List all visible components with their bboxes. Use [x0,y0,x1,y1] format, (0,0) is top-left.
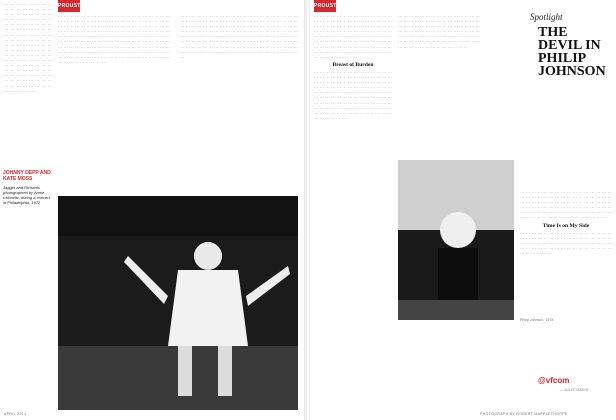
vf-handle: @vfcom [538,376,570,385]
pull-quote-caption: Jagger and Richards photographed by Annie Leibovitz, during a concert in Philadelphia, 1972 [3,185,50,205]
left-column-1: ··· ··· ··· ··· ··· ··· ··· ··· ··· ··· ··· ··· ··· ··· ··· ··· ··· ··· ··· ··· ··· ··· ··· ··· ··· ··· ··· ··· ··· ··· ··· ··· ··· ··· ··· ··· ··· ··· ··· ··· ··· ··· ··· ··· ··· ··· ··· ··· ··· ··· ··· ··· ··· ··· ··· ··· ··· ··· ··· ··· ··· ··· ··· ··· ··· ··· ··· ··· ··· ··· ··· ··· ··· ··· ··· ··· ··· ··· ··· ··· ··· ··· ··· ··· ··· ··· ··· ··· ··· ··· ··· ··· ··· ··· ··· ··· ··· ··· ··· ··· ··· ··· ··· ··· ··· ··· ··· ··· ··· ··· ··· ··· ··· ··· ··· ··· ··· ··· ··· ··· ··· ··· ··· ··· ··· ··· ··· ··· ··· ··· ··· ··· ··· ··· ··· ··· ··· ··· ··· ··· ··· ··· [4,2,52,94]
photo-credit: Philip Johnson, 1978 [520,318,554,322]
left-footer: APRIL 2013 [4,412,27,416]
pull-quote [3,170,51,205]
pull-quote-text: JOHNNY DEPP AND KATE MOSS [3,170,51,182]
left-column-3: ··· ··· ··· ··· ··· ··· ··· ··· ··· ··· ··· ··· ··· ··· ··· ··· ··· ··· ··· ··· ··· ··· ··· ··· ··· ··· ··· ··· ··· ··· ··· ··· ··· ··· ··· ··· ··· ··· ··· ··· ··· ··· ··· ··· ··· ··· ··· ··· ··· ··· ··· ··· ··· ··· ··· ··· ··· ··· ··· ··· ··· ··· ··· ··· ··· ··· ··· ··· ··· ··· ··· ··· ··· ··· ··· ··· ··· ··· ··· ··· ··· ··· ··· ··· ··· ··· ··· ··· ··· ··· ··· ··· ··· ··· ··· ··· ··· ··· ··· ··· ··· ··· ··· ··· ··· ··· ··· ··· ··· ··· ··· ··· ··· ··· ··· ··· ··· ··· ··· ··· ··· ··· ··· ··· ··· ··· ··· ··· ··· ··· ··· ··· ··· ··· ··· ··· ··· ··· ··· ··· ··· ··· ··· ··· ··· ··· ··· ··· ··· ··· ··· ··· ··· ··· ··· ··· ··· ··· ··· ··· ··· ··· ··· ··· ··· ··· ··· ··· ··· [180,14,298,60]
right-column-1: ··· ··· ··· ··· ··· ··· ··· ··· ··· ··· ··· ··· ··· ··· ··· ··· ··· ··· ··· ··· ··· ··· ··· ··· ··· ··· ··· ··· ··· ··· ··· ··· ··· ··· ··· ··· ··· ··· ··· ··· ··· ··· ··· ··· ··· ··· ··· ··· ··· ··· ··· ··· ··· ··· ··· ··· ··· ··· ··· ··· ··· ··· ··· ··· ··· ··· ··· ··· ··· ··· ··· ··· ··· ··· ··· ··· ··· ··· ··· ··· ··· ··· ··· ··· ··· ··· ··· ··· ··· ··· ··· ··· ··· ··· ··· ··· ··· ··· ··· ··· ··· ··· ··· ··· ··· ··· ··· ··· ··· ··· ··· ··· ··· ··· ··· ··· ··· ··· ··· ··· Breast of Burden ··· ··· ··· ··· ··· ··· ··· ··· ··· ··· ··· ··· ··· ··· ··· ··· ··· ··· ··· ··· ··· ··· ··· ··· ··· ··· ··· ··· ··· ··· ··· ··· ··· ··· ··· ··· ··· ··· ··· ··· ··· ··· ··· ··· ··· ··· ··· ··· ··· ··· ··· ··· ··· ··· ··· ··· ··· ··· ··· ··· ··· ··· ··· ··· ··· ··· ··· ··· ··· ··· ··· ··· ··· ··· ··· ··· ··· ··· ··· ··· ··· ··· ··· ··· ··· ··· ··· ··· ··· ··· ··· ··· ··· ··· ··· ··· ··· ··· ··· ··· ··· ··· ··· ··· ··· ··· ··· ··· ··· ··· ··· ··· ··· ··· ··· ··· ··· ··· ··· ··· ··· ··· ··· ··· ··· ··· ··· ··· ··· ··· ··· ··· [314,14,392,121]
right-footer: PHOTOGRAPH BY ROBERT MAPPLETHORPE [480,412,568,416]
right-column-3: ··· ··· ··· ··· ··· ··· ··· ··· ··· ··· ··· ··· ··· ··· ··· ··· ··· ··· ··· ··· ··· ··· ··· ··· ··· ··· ··· ··· ··· ··· ··· ··· ··· ··· ··· ··· ··· ··· ··· ··· ··· ··· ··· ··· ··· ··· ··· ··· ··· ··· ··· ··· ··· ··· ··· ··· ··· ··· ··· ··· ··· ··· ··· ··· ··· ··· ··· ··· ··· ··· ··· ··· ··· ··· ··· ··· ··· ··· ··· ··· ··· ··· ··· ··· ··· ··· ··· ··· ··· ··· ··· ··· ··· ··· ··· ··· Time Is on My Side ··· ··· ··· ··· ··· ··· ··· ··· ··· ··· ··· ··· ··· ··· ··· ··· ··· ··· ··· ··· ··· ··· ··· ··· ··· ··· ··· ··· ··· ··· ··· ··· ··· ··· ··· ··· ··· ··· ··· ··· ··· ··· ··· ··· ··· ··· ··· ··· ··· ··· ··· ··· ··· ··· ··· ··· ··· ··· ··· ··· ··· ··· ··· ··· ··· ··· ··· ··· ··· ··· [520,190,612,257]
portrait-photo-art [398,160,514,320]
concert-photo [58,196,298,410]
rubric-left: PROUST [58,0,80,12]
subhead-2: Time Is on My Side [542,222,590,229]
signature: —JULIE DAVIS [560,388,589,392]
left-column-2: ··· ··· ··· ··· ··· ··· ··· ··· ··· ··· ··· ··· ··· ··· ··· ··· ··· ··· ··· ··· ··· ··· ··· ··· ··· ··· ··· ··· ··· ··· ··· ··· ··· ··· ··· ··· ··· ··· ··· ··· ··· ··· ··· ··· ··· ··· ··· ··· ··· ··· ··· ··· ··· ··· ··· ··· ··· ··· ··· ··· ··· ··· ··· ··· ··· ··· ··· ··· ··· ··· ··· ··· ··· ··· ··· ··· ··· ··· ··· ··· ··· ··· ··· ··· ··· ··· ··· ··· ··· ··· ··· ··· ··· ··· ··· ··· ··· ··· ··· ··· ··· ··· ··· ··· ··· ··· ··· ··· ··· ··· ··· ··· ··· ··· ··· ··· ··· ··· ··· ··· ··· ··· ··· ··· ··· ··· ··· ··· ··· ··· ··· ··· ··· ··· ··· ··· ··· ··· ··· ··· ··· ··· ··· ··· ··· ··· ··· ··· ··· ··· ··· ··· ··· ··· ··· ··· ··· ··· ··· ··· ··· ··· ··· ··· ··· ··· ··· ··· ··· ··· ··· ··· ··· ··· ··· ··· ··· ··· ··· ··· ··· ··· ··· ··· ··· ··· ··· ··· ··· [58,14,170,65]
left-page [0,0,306,420]
rubric-right: PROUST [314,0,336,12]
headline: THE DEVIL IN PHILIP JOHNSON [538,25,606,79]
subhead-1: Breast of Burden [332,61,374,68]
right-column-2: ··· ··· ··· ··· ··· ··· ··· ··· ··· ··· ··· ··· ··· ··· ··· ··· ··· ··· ··· ··· ··· ··· ··· ··· ··· ··· ··· ··· ··· ··· ··· ··· ··· ··· ··· ··· ··· ··· ··· ··· ··· ··· ··· ··· ··· ··· ··· ··· ··· ··· ··· ··· ··· ··· ··· ··· ··· ··· ··· ··· ··· ··· ··· ··· ··· ··· ··· ··· ··· ··· ··· ··· ··· ··· ··· ··· ··· ··· ··· ··· ··· ··· ··· ··· ··· ··· ··· ··· ··· ··· ··· ··· ··· ··· ··· ··· ··· ··· ··· ··· ··· ··· ··· [398,14,480,50]
section-label: Spotlight [530,12,563,22]
concert-photo-art [58,196,298,410]
portrait-photo [398,160,514,320]
